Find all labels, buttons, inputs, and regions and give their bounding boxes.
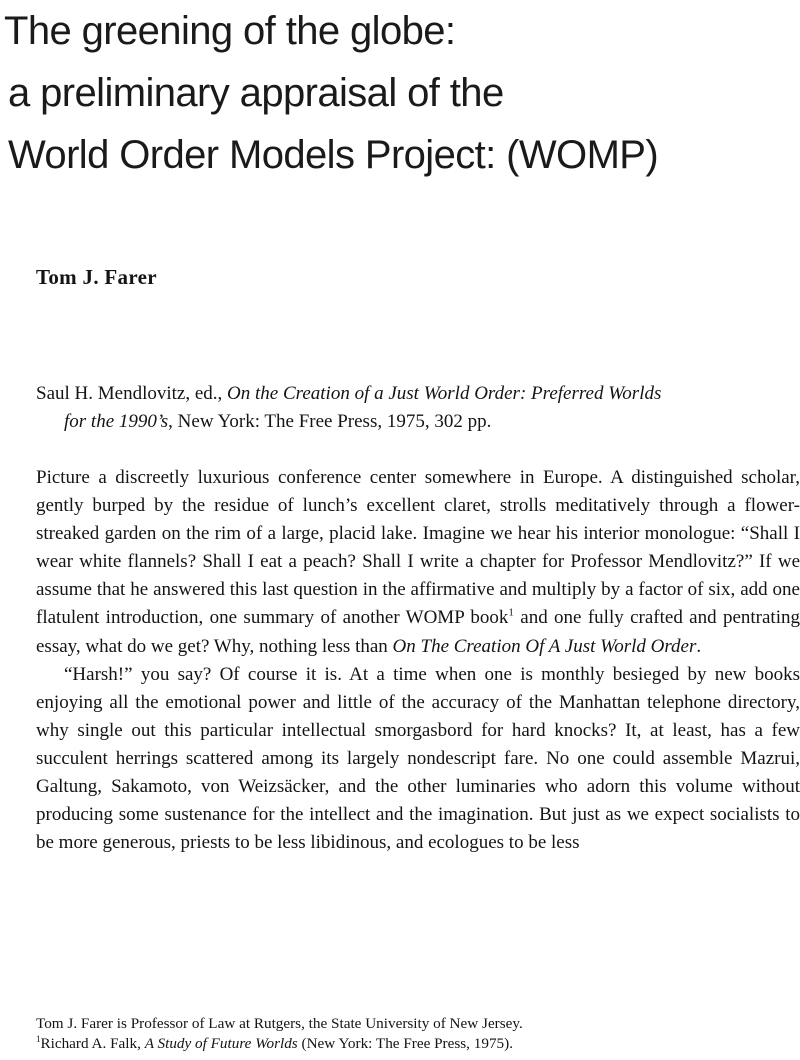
citation-publication: , New York: The Free Press, 1975, 302 pp.	[168, 411, 492, 432]
paragraph-2: “Harsh!” you say? Of course it is. At a time when one is monthly besieged by new books enjoying all the emotional power and little of the accuracy of the Manhattan telephone directory, why single out this particular intellectual smorgasbord for hard knocks? It, at least, has a few succulent herrings scattered among its largely nondescript fare. No one could assemble Mazrui, Galtung, Sakamoto, von Weizsäcker, and the other luminaries who adorn this volume without producing some sustenance for the intellect and the imagination. But just as we expect socialists to be more generous, priests to be less libidinous, and ecologues to be less	[36, 663, 800, 854]
citation-line-1	[36, 380, 798, 408]
title-line-2: a preliminary appraisal of the	[8, 71, 504, 115]
book-citation	[36, 380, 798, 436]
paragraph-1-text-a: Picture a discreetly luxurious conference center somewhere in Europe. A distinguished scholar, gently burped by the residue of lunch’s excellent claret, strolls meditatively through a flower-streaked garden on the rim of a large, placid lake. Imagine we hear his interior monologue: “Shall I wear white flannels? Shall I eat a peach? Shall I write a chapter for Professor Mendlovitz?” If we assume that he answered this last question in the affirmative and multiply by a factor of six, add one flatulent introduction, one summary of another WOMP book	[36, 467, 800, 629]
author-affiliation-note: Tom J. Farer is Professor of Law at Rutgers, the State University of New Jersey.	[36, 1015, 523, 1032]
footnotes	[36, 1014, 796, 1054]
footnote-1-publication: (New York: The Free Press, 1975).	[297, 1035, 513, 1052]
paragraph-1-book-title: On The Creation Of A Just World Order	[392, 635, 697, 657]
footnote-1-author: Richard A. Falk,	[40, 1035, 145, 1052]
citation-editor: Saul H. Mendlovitz, ed.,	[36, 383, 228, 404]
footnote-ref-1[interactable]: 1	[508, 607, 514, 620]
citation-book-title-1: On the Creation of a Just World Order: Preferred Worlds	[227, 383, 662, 404]
footnote-1-title: A Study of Future Worlds	[144, 1035, 298, 1052]
author-name: Tom J. Farer	[36, 265, 157, 289]
footnote-1	[36, 1034, 796, 1054]
citation-line-2	[36, 408, 798, 436]
article-title	[4, 0, 794, 186]
title-line-3: World Order Models Project: (WOMP)	[8, 133, 659, 177]
paragraph-1-text-b: and one fully crafted and pentrating essay, what do we get? Why, nothing less than	[36, 607, 800, 657]
footnote-1-number: 1	[36, 1033, 41, 1044]
citation-book-title-2: for the 1990’s	[64, 411, 169, 432]
article-body	[36, 464, 800, 857]
paragraph-1-text-c: .	[696, 635, 702, 657]
paragraph-1	[36, 464, 800, 661]
title-line-1: The greening of the globe:	[4, 9, 456, 53]
